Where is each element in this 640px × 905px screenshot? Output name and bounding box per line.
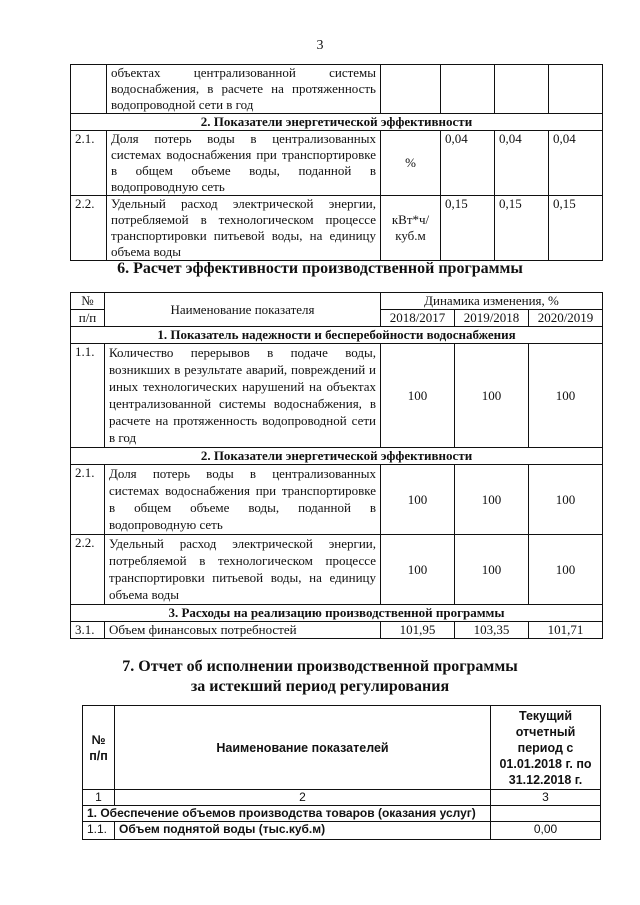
table-row — [71, 131, 603, 196]
value-cell: 101,71 — [529, 622, 603, 639]
value-cell: 0,15 — [549, 196, 603, 261]
value-cell: 0,04 — [441, 131, 495, 196]
value-cell: 0,15 — [495, 196, 549, 261]
program-report-table — [82, 705, 601, 840]
row-number: 2.2. — [71, 535, 105, 605]
value-cell: 100 — [529, 465, 603, 535]
col-dynamics-header: Динамика изменения, % — [381, 293, 603, 310]
col-num-header: п/п — [71, 310, 105, 327]
section-title: 1. Обеспечение объемов производства товаров (оказания услуг) — [83, 806, 491, 822]
table-header-row — [83, 706, 601, 790]
value-cell: 100 — [455, 465, 529, 535]
table-row — [71, 535, 603, 605]
section-header-row — [71, 327, 603, 344]
indicator-name-cell: Доля потерь воды в централизованных системах водоснабжения при транспортировке в общем объеме воды, поданной в водопроводную сеть — [105, 465, 381, 535]
unit-cell: % — [381, 131, 441, 196]
table-header-row — [71, 293, 603, 310]
section-6-title: 6. Расчет эффективности производственной программы — [117, 260, 523, 277]
value-cell: 0,15 — [441, 196, 495, 261]
section-header-row — [71, 448, 603, 465]
col-name-header: Наименование показателя — [105, 293, 381, 327]
row-number: 1.1. — [83, 822, 115, 840]
value-cell: 100 — [381, 535, 455, 605]
indicator-name-cell: Удельный расход электрической энергии, потребляемой в технологическом процессе транспортировки питьевой воды, на единицу объема воды — [105, 535, 381, 605]
table-row — [83, 822, 601, 840]
indicator-name-cell: Количество перерывов в подаче воды, возникших в результате аварий, повреждений и иных технологических нарушений на объектах централизованной системы водоснабжения, в расчете на протяженность водопроводной сети в год — [105, 344, 381, 448]
table-row — [71, 196, 603, 261]
indicator-name-cell: Доля потерь воды в централизованных системах водоснабжения при транспортировке в общем объеме воды, поданной в водопроводную сеть — [107, 131, 381, 196]
year-header: 2018/2017 — [381, 310, 455, 327]
unit-cell: кВт*ч/ куб.м — [381, 196, 441, 261]
value-cell: 101,95 — [381, 622, 455, 639]
section-title: 1. Показатель надежности и бесперебойности водоснабжения — [71, 327, 603, 344]
indicator-name-cell: Объем финансовых потребностей — [105, 622, 381, 639]
section-title: 2. Показатели энергетической эффективности — [71, 448, 603, 465]
row-number: 3.1. — [71, 622, 105, 639]
col-num-header: № п/п — [83, 706, 115, 790]
table-row — [71, 344, 603, 448]
section-header-row — [71, 605, 603, 622]
row-number: 2.1. — [71, 465, 105, 535]
indicator-name-cell: Объем поднятой воды (тыс.куб.м) — [115, 822, 491, 840]
value-cell: 0,00 — [491, 822, 601, 840]
table-row — [71, 465, 603, 535]
program-efficiency-table — [70, 292, 603, 639]
col-name-header: Наименование показателей — [115, 706, 491, 790]
indicator-name-cell: объектах централизованной системы водоснабжения, в расчете на протяженность водопроводной сети в год — [107, 65, 381, 114]
table-row — [71, 622, 603, 639]
year-header: 2019/2018 — [455, 310, 529, 327]
section-header-row — [71, 114, 603, 131]
value-cell: 0,04 — [495, 131, 549, 196]
section-title: 2. Показатели энергетической эффективности — [71, 114, 603, 131]
row-number: 2.1. — [71, 131, 107, 196]
col-num-header: № — [71, 293, 105, 310]
column-index: 2 — [115, 790, 491, 806]
value-cell: 100 — [529, 535, 603, 605]
page-number: 3 — [316, 38, 324, 53]
section-title: 3. Расходы на реализацию производственной программы — [71, 605, 603, 622]
column-index: 3 — [491, 790, 601, 806]
column-index: 1 — [83, 790, 115, 806]
row-number: 1.1. — [71, 344, 105, 448]
value-cell: 0,04 — [549, 131, 603, 196]
section-header-row — [83, 806, 601, 822]
col-period-header: Текущий отчетный период с 01.01.2018 г. по 31.12.2018 г. — [491, 706, 601, 790]
value-cell: 100 — [381, 465, 455, 535]
indicator-name-cell: Удельный расход электрической энергии, потребляемой в технологическом процессе транспортировки питьевой воды, на единицу объема воды — [107, 196, 381, 261]
section-7-title-line-2: за истекший период регулирования — [190, 678, 450, 695]
table-row — [71, 65, 603, 114]
row-number: 2.2. — [71, 196, 107, 261]
column-index-row — [83, 790, 601, 806]
value-cell: 103,35 — [455, 622, 529, 639]
section-7-title-line-1: 7. Отчет об исполнении производственной программы — [122, 658, 518, 675]
value-cell: 100 — [455, 344, 529, 448]
value-cell: 100 — [529, 344, 603, 448]
value-cell: 100 — [455, 535, 529, 605]
efficiency-indicators-table — [70, 64, 603, 261]
year-header: 2020/2019 — [529, 310, 603, 327]
value-cell: 100 — [381, 344, 455, 448]
